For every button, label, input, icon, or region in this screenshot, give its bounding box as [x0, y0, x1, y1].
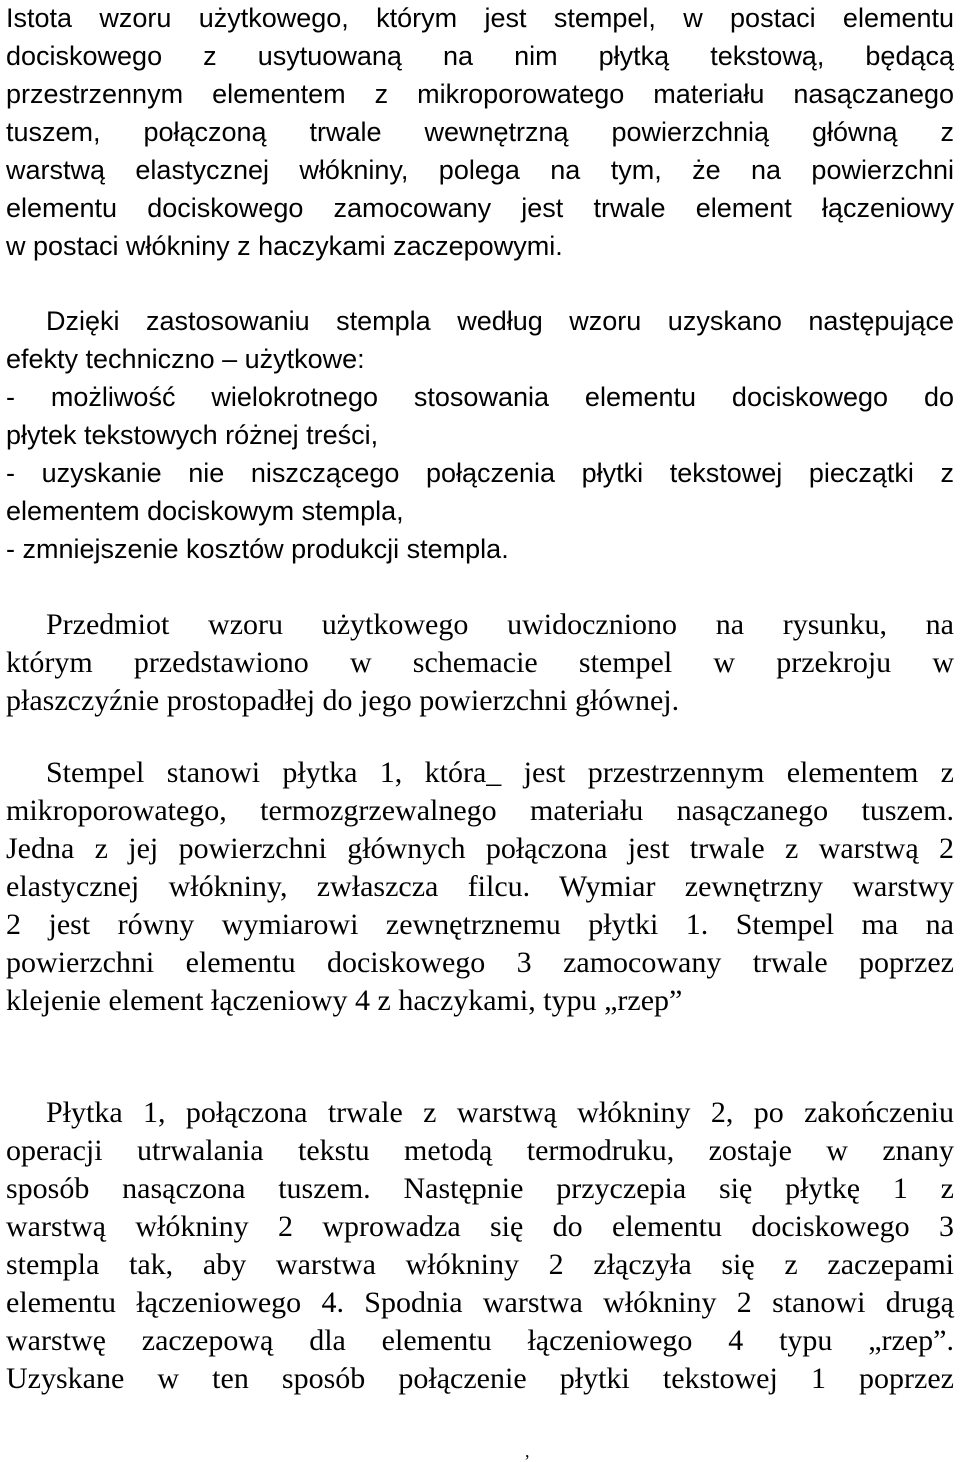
text-line: dociskowego z usytuowaną na nim płytką tekstową, będącą — [6, 41, 954, 71]
text-line: którym przedstawiono w schemacie stempel w przekroju w — [6, 646, 954, 679]
text-line: 2 jest równy wymiarowi zewnętrznemu płytki 1. Stempel ma na — [6, 908, 954, 941]
text-line: stempla tak, aby warstwa włókniny 2 złączyła się z zaczepami — [6, 1248, 954, 1281]
text-line: - możliwość wielokrotnego stosowania elementu dociskowego do — [6, 382, 954, 412]
text-line: Dzięki zastosowaniu stempla według wzoru uzyskano następujące — [46, 306, 954, 336]
text-line: - zmniejszenie kosztów produkcji stempla. — [6, 534, 509, 564]
paragraph-effects — [6, 302, 954, 568]
text-line: Płytka 1, połączona trwale z warstwą włókniny 2, po zakończeniu — [46, 1096, 954, 1129]
text-line: - uzyskanie nie niszczącego połączenia płytki tekstowej pieczątki z — [6, 458, 954, 488]
text-line: operacji utrwalania tekstu metodą termodruku, zostaje w znany — [6, 1134, 954, 1167]
text-line: Uzyskane w ten sposób połączenie płytki tekstowej 1 poprzez — [6, 1362, 954, 1395]
footer-mark: , — [525, 1441, 530, 1461]
text-line: w postaci włókniny z haczykami zaczepowymi. — [6, 231, 563, 261]
paragraph-procedure — [6, 1094, 954, 1398]
text-line: warstwę zaczepową dla elementu łączeniowego 4 typu „rzep”. — [6, 1324, 954, 1357]
text-line: warstwą elastycznej włókniny, polega na tym, że na powierzchni — [6, 155, 954, 185]
text-line: elementu łączeniowego 4. Spodnia warstwa włókniny 2 stanowi drugą — [6, 1286, 954, 1319]
text-line: elementem dociskowym stempla, — [6, 496, 404, 526]
text-line: płaszczyźnie prostopadłej do jego powierzchni głównej. — [6, 684, 680, 717]
text-line: sposób nasączona tuszem. Następnie przyczepia się płytkę 1 z — [6, 1172, 954, 1205]
document-page — [6, 0, 954, 1462]
text-line: mikroporowatego, termozgrzewalnego materiału nasączanego tuszem. — [6, 794, 954, 827]
text-line: Jedna z jej powierzchni głównych połączona jest trwale z warstwą 2 — [6, 832, 954, 865]
text-line: warstwą włókniny 2 wprowadza się do elementu dociskowego 3 — [6, 1210, 954, 1243]
text-line: powierzchni elementu dociskowego 3 zamocowany trwale poprzez — [6, 946, 954, 979]
text-line: Stempel stanowi płytka 1, która_ jest przestrzennym elementem z — [46, 756, 954, 789]
text-line: klejenie element łączeniowy 4 z haczykami, typu „rzep” — [6, 984, 683, 1017]
text-line: tuszem, połączoną trwale wewnętrzną powierzchnią główną z — [6, 117, 954, 147]
text-line: przestrzennym elementem z mikroporowatego materiału nasączanego — [6, 79, 954, 109]
paragraph-essence — [6, 0, 954, 265]
paragraph-construction — [6, 754, 954, 1020]
text-line: Istota wzoru użytkowego, którym jest stempel, w postaci elementu — [6, 3, 954, 33]
text-line: elementu dociskowego zamocowany jest trwale element łączeniowy — [6, 193, 954, 223]
paragraph-subject — [6, 606, 954, 720]
text-line: efekty techniczno – użytkowe: — [6, 344, 365, 374]
text-line: Przedmiot wzoru użytkowego uwidoczniono na rysunku, na — [46, 608, 954, 641]
text-line: elastycznej włókniny, zwłaszcza filcu. Wymiar zewnętrzny warstwy — [6, 870, 954, 903]
text-line: płytek tekstowych różnej treści, — [6, 420, 379, 450]
